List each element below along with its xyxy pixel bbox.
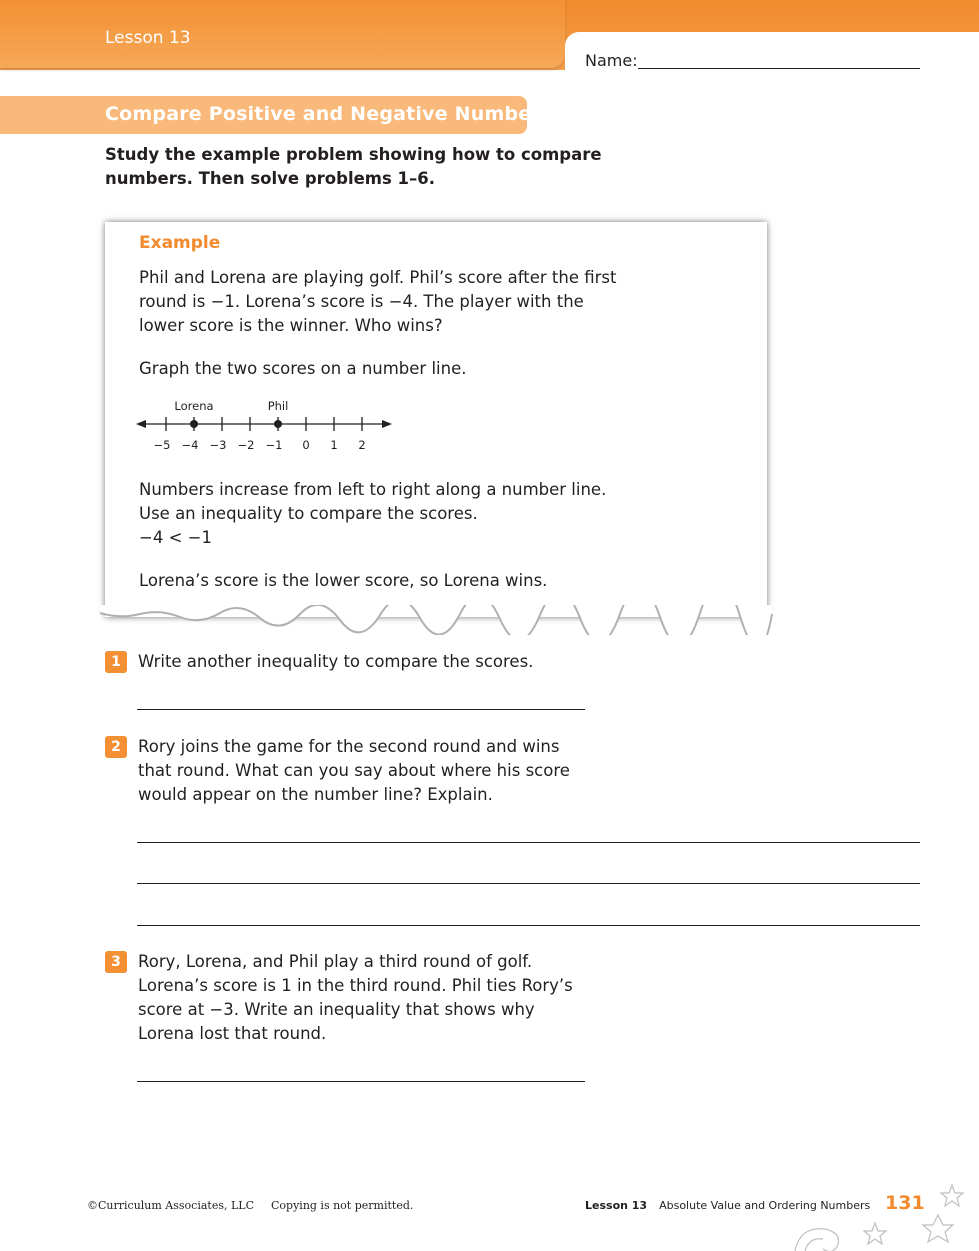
question-number-badge: 3: [105, 951, 127, 973]
question-line: score at −3. Write an inequality that shows why: [138, 1000, 535, 1019]
example-explanation: [139, 478, 659, 550]
tick-label: 1: [330, 438, 338, 452]
name-field-line[interactable]: [638, 68, 920, 69]
torn-edge: [100, 605, 780, 635]
footer-lesson-title: Absolute Value and Ordering Numbers: [659, 1199, 871, 1212]
page-title: Compare Positive and Negative Numbers: [105, 103, 553, 125]
arrow-left-icon: [136, 420, 146, 428]
point-phil: [274, 420, 282, 428]
tick-label: 2: [358, 438, 366, 452]
question-2-text: [138, 735, 598, 807]
problem-line: lower score is the winner. Who wins?: [139, 316, 443, 335]
tick-label: −4: [181, 438, 199, 452]
question-line: Write another inequality to compare the scores.: [138, 652, 534, 671]
question-line: that round. What can you say about where his score: [138, 761, 570, 780]
example-problem: [139, 266, 659, 338]
instructions-line: numbers. Then solve problems 1–6.: [105, 169, 436, 188]
lesson-label: Lesson 13: [105, 28, 191, 48]
question-line: Rory, Lorena, and Phil play a third round of golf.: [138, 952, 533, 971]
question-3-text: [138, 950, 598, 1046]
lesson-tab: [0, 0, 565, 68]
explanation-line: Numbers increase from left to right along a number line.: [139, 480, 607, 499]
point-label-phil: Phil: [267, 399, 289, 413]
explanation-line: Use an inequality to compare the scores.: [139, 504, 478, 523]
inequality: −4 < −1: [139, 528, 212, 547]
example-conclusion: Lorena’s score is the lower score, so Lorena wins.: [139, 571, 548, 590]
problem-line: Phil and Lorena are playing golf. Phil’s score after the first: [139, 268, 617, 287]
question-1-text: [138, 650, 533, 674]
instructions-line: Study the example problem showing how to compare: [105, 145, 602, 164]
tick-label: −5: [153, 438, 171, 452]
answer-line-2a[interactable]: [137, 842, 920, 843]
name-label: Name:: [585, 51, 638, 70]
page-number: 131: [885, 1192, 925, 1214]
tick-label: −3: [209, 438, 227, 452]
question-line: Rory joins the game for the second round and wins: [138, 737, 560, 756]
graph-instruction: Graph the two scores on a number line.: [139, 359, 467, 378]
footer-lesson-number: Lesson 13: [585, 1199, 648, 1212]
question-line: Lorena lost that round.: [138, 1024, 327, 1043]
answer-line-2b[interactable]: [137, 883, 920, 884]
question-number-badge: 2: [105, 736, 127, 758]
copyright-text: ©Curriculum Associates, LLC: [87, 1199, 254, 1212]
point-label-lorena: Lorena: [174, 399, 214, 413]
tick-label: −1: [265, 438, 283, 452]
star-doodle-icon: [780, 1175, 979, 1251]
answer-line-1[interactable]: [137, 709, 585, 710]
number-line: [134, 392, 396, 456]
question-line: Lorena’s score is 1 in the third round. Phil ties Rory’s: [138, 976, 573, 995]
footer-copyright: [87, 1199, 413, 1212]
copy-notice: Copying is not permitted.: [271, 1199, 414, 1212]
question-line: would appear on the number line? Explain.: [138, 785, 493, 804]
example-heading: Example: [139, 233, 221, 253]
instructions: [105, 143, 625, 191]
answer-line-2c[interactable]: [137, 925, 920, 926]
point-lorena: [190, 420, 198, 428]
tick-label: 0: [302, 438, 310, 452]
arrow-right-icon: [382, 420, 392, 428]
problem-line: round is −1. Lorena’s score is −4. The player with the: [139, 292, 584, 311]
answer-line-3[interactable]: [137, 1081, 585, 1082]
tick-label: −2: [237, 438, 255, 452]
question-number-badge: 1: [105, 651, 127, 673]
